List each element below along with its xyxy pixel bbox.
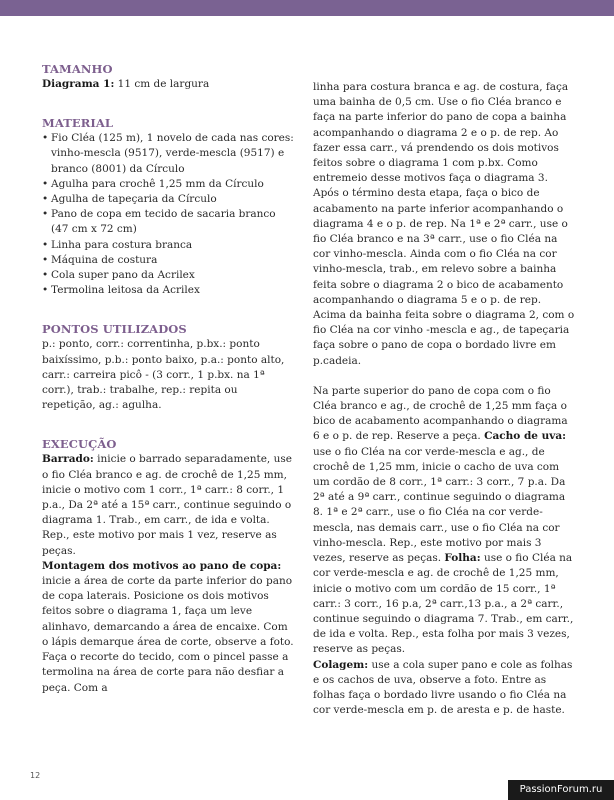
folha-label: Folha: (444, 552, 481, 565)
cacho-text: use o fio Cléa na cor verde-mescla e ag., de crochê de 1,25 mm, inicie o cacho de uva com um cordão de 8 corr., 1ª carr.: 3 corr., 7 p.a. Da 2ª até a 9ª carr., continue seguindo o diagrama 8. 1ª e 2ª carr., use o fio Cléa na cor verde-mescla, nas demais carr., use o fio Cléa na cor vinho-mescla. Rep., este motivo por mais 3 vezes, reserve as peças. (313, 445, 566, 565)
montagem-label: Montagem dos motivos ao pano de copa: (42, 559, 282, 572)
right-paragraph-2 (313, 384, 575, 718)
material-item: • Agulha para crochê 1,25 mm da Círculo (42, 177, 294, 192)
tamanho-label: Diagrama 1: (42, 78, 115, 90)
material-item: • Termolina leitosa da Acrilex (42, 283, 294, 298)
section-tamanho (42, 62, 294, 92)
tamanho-text (42, 77, 294, 92)
right-column (313, 80, 575, 718)
heading-execucao: EXECUÇÃO (42, 437, 117, 452)
barrado-label: Barrado: (42, 453, 94, 466)
montagem-text: inicie a área de corte da parte inferior do pano de copa laterais. Posicione os dois motivos feitos sobre o diagrama 1, faça um leve alinhavo, demarcando a área de encaixe. Com o lápis demarque área de corte, observe a foto. Faça o recorte do tecido, com o pincel passe a termolina na área de corte para não desfiar a peça. Com a (42, 575, 294, 694)
material-item: • Pano de copa em tecido de sacaria branco (47 cm x 72 cm) (42, 207, 294, 237)
barrado-paragraph (42, 452, 294, 558)
left-column (42, 62, 294, 709)
pontos-text: p.: ponto, corr.: correntinha, p.bx.: ponto baixíssimo, p.b.: ponto baixo, p.a.: ponto alto, carr.: carreira picô - (3 corr., 1 p.bx. na 1ª corr.), trab.: trabalhe, rep.: repita ou repetição, ag.: agulha. (42, 338, 285, 412)
cacho-label: Cacho de uva: (484, 430, 567, 443)
right-paragraph-1: linha para costura branca e ag. de costura, faça uma bainha de 0,5 cm. Use o fio Cléa branco e faça na parte inferior do pano de copa a bainha acompanhando o diagrama 2 e o p. de rep. Ao fazer essa carr., vá prendendo os dois motivos feitos sobre o diagrama 1 com p.bx. Como entremeio desse motivos faça o diagrama 3. Após o término desta etapa, faça o bico de acabamento na parte inferior acompanhando o diagrama 4 e o p. de rep. Na 1ª e 2ª carr., use o fio Cléa branco e na 3ª carr., use o fio Cléa na cor vinho-mescla. Ainda com o fio Cléa na cor vinho-mescla, trab., em relevo sobre a bainha feita sobre o diagrama 2 o bico de acabamento acompanhando o diagrama 5 e o p. de rep. Acima da bainha feita sobre o diagrama 2, com o fio Cléa na cor vinho -mescla e ag., de tapeçaria faça sobre o pano de copa o bordado livre em p.cadeia. (313, 81, 575, 367)
material-item: • Cola super pano da Acrilex (42, 268, 294, 283)
heading-tamanho: TAMANHO (42, 62, 113, 76)
barrado-text: inicie o barrado separadamente, use o fio Cléa branco e ag. de crochê de 1,25 mm, inicie o motivo com 1 corr., 1ª carr.: 8 corr., 1 p.a., Da 2ª até a 15ª carr., continue seguindo o diagrama 1. Trab., em carr., de ida e volta. Rep., este motivo por mais 1 vez, reserve as peças. (42, 453, 292, 557)
para2-intro: Na parte superior do pano de copa com o fio Cléa branco e ag., de crochê de 1,25 mm faça o bico de acabamento acompanhando o diagrama 6 e o p. de rep. Reserve a peça. (313, 384, 568, 443)
tamanho-value: 11 cm de largura (114, 78, 210, 90)
section-pontos (42, 322, 294, 413)
colagem-text: use a cola super pano e cole as folhas e os cachos de uva, observe a foto. Entre as folhas faça o bordado livre usando o fio Cléa na cor verde-mescla em p. de aresta e p. de haste. (313, 658, 573, 717)
colagem-label: Colagem: (313, 658, 369, 671)
material-item: • Agulha de tapeçaria da Círculo (42, 192, 294, 207)
page-number: 12 (30, 771, 41, 780)
material-item: • Máquina de costura (42, 253, 294, 268)
material-item: • Linha para costura branca (42, 238, 294, 253)
material-item: • Fio Cléa (125 m), 1 novelo de cada nas cores: vinho-mescla (9517), verde-mescla (9517) e branco (8001) da Círculo (42, 131, 294, 177)
section-material (42, 116, 294, 298)
section-execucao (42, 437, 294, 695)
watermark: PassionForum.ru (508, 780, 614, 800)
montagem-paragraph (42, 559, 294, 696)
material-list (42, 131, 294, 298)
heading-pontos: PONTOS UTILIZADOS (42, 322, 187, 337)
heading-material: MATERIAL (42, 116, 114, 131)
top-header-bar (0, 0, 614, 16)
folha-text: use o fio Cléa na cor verde-mescla e ag. de crochê de 1,25 mm, inicie o motivo com um cordão de 15 corr., 1ª carr.: 3 corr., 16 p.a, 2ª carr.,13 p.a., a 2ª carr., continue seguindo o diagrama 7. Trab., em carr., de ida e volta. Rep., esta folha por mais 3 vezes, reserve as peças. (313, 552, 574, 656)
